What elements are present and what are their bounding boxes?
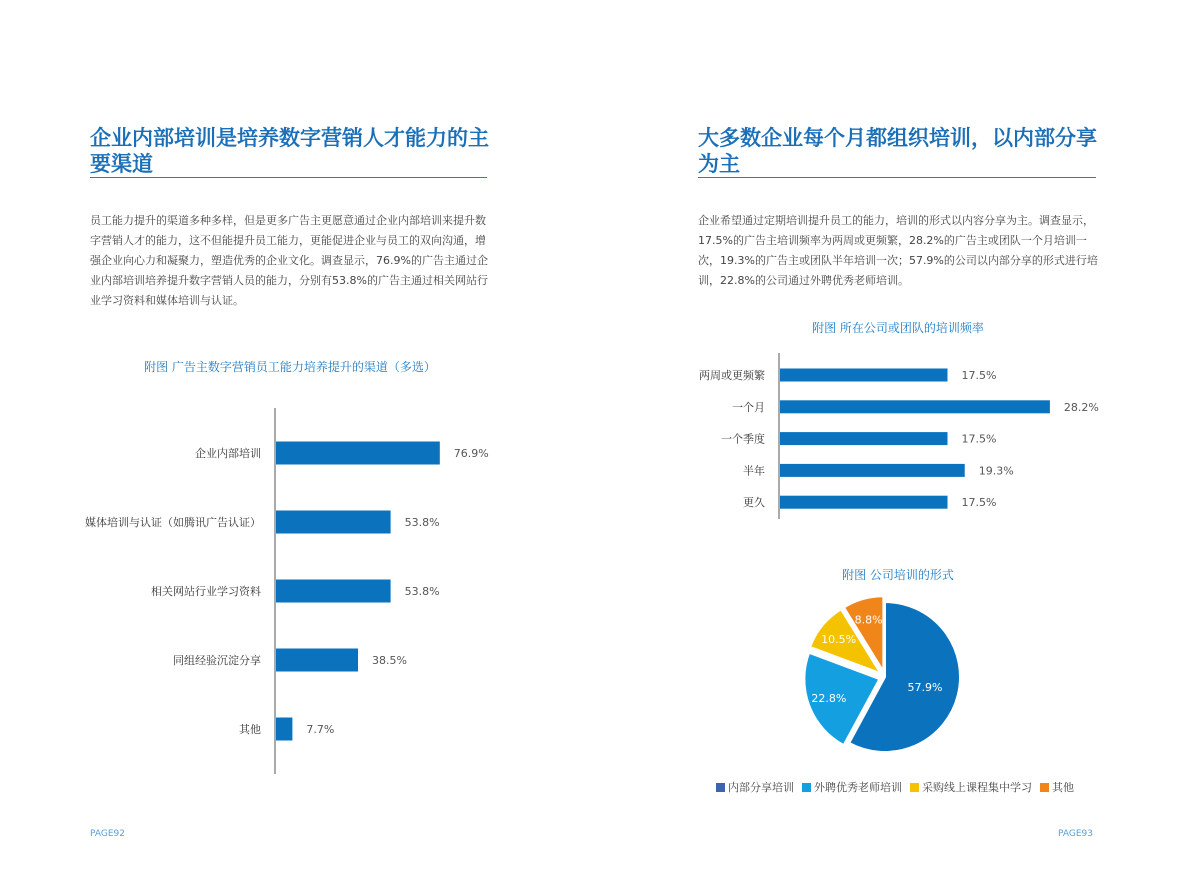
bar [276,718,292,741]
pie-data-label: 57.9% [907,681,943,695]
legend-swatch [910,783,919,792]
bar [276,511,391,534]
category-label: 一个季度 [721,432,765,446]
legend-label: 采购线上课程集中学习 [922,781,1032,794]
right-body-text: 企业希望通过定期培训提升员工的能力，培训的形式以内容分享为主。调查显示，17.5%的广告主培训频率为两周或更频繁，28.2%的广告主或团队一个月培训一次，19.3%的广告主或团队半年培训一次；57.9%的公司以内部分享的形式进行培训，22.8%的公司通过外聘优秀老师培训。 [698,214,1098,287]
legend-swatch [802,783,811,792]
pie-data-label: 10.5% [821,632,857,646]
left-body-text: 员工能力提升的渠道多种多样，但是更多广告主更愿意通过企业内部培训来提升数字营销人才的能力，这不但能提升员工能力，更能促进企业与员工的双向沟通，增强企业向心力和凝聚力，塑造优秀的企业文化。调查显示，76.9%的广告主通过企业内部培训培养提升数字营销人员的能力，分别有53.8%的广告主通过相关网站行业学习资料和媒体培训与认证。 [90,214,488,307]
bar [276,580,391,603]
category-label: 同组经验沉淀分享 [173,654,261,667]
category-label: 企业内部培训 [195,447,261,460]
right-heading-rule [698,177,1096,178]
bar [780,464,965,477]
right-heading: 大多数企业每个月都组织培训，以内部分享为主 [698,126,1097,176]
data-label: 53.8% [404,516,440,529]
legend-item [910,779,1032,795]
data-label: 17.5% [961,432,997,446]
bar [780,432,948,445]
bar [780,496,948,509]
format-chart-title: 附图 公司培训的形式 [842,568,954,582]
legend-swatch [716,783,725,792]
data-label: 28.2% [1063,400,1099,414]
bar [780,369,948,382]
legend-label: 内部分享培训 [728,781,794,794]
category-label: 两周或更频繁 [699,369,765,382]
category-label: 一个月 [732,400,765,414]
legend-label: 外聘优秀老师培训 [814,781,902,794]
category-label: 媒体培训与认证（如腾讯广告认证） [85,516,261,529]
category-label: 更久 [743,496,765,510]
bar [276,649,358,672]
frequency-chart-title: 附图 所在公司或团队的培训频率 [812,321,984,335]
left-heading: 企业内部培训是培养数字营销人才能力的主要渠道 [90,126,489,176]
bar [276,442,440,465]
legend-label: 其他 [1052,781,1074,794]
legend-item [716,779,794,795]
pie-legend [716,779,1082,795]
category-label: 半年 [743,464,765,478]
left-chart-title: 附图 广告主数字营销员工能力培养提升的渠道（多选） [144,360,436,374]
category-label: 其他 [239,723,261,736]
data-label: 38.5% [372,654,407,667]
left-heading-rule [90,177,487,178]
legend-swatch [1040,783,1049,792]
right-page-number: PAGE93 [1058,829,1093,839]
channels-bar-chart [0,400,520,780]
data-label: 17.5% [961,496,997,510]
category-label: 相关网站行业学习资料 [151,585,261,598]
data-label: 76.9% [453,447,489,460]
data-label: 53.8% [404,585,440,598]
data-label: 7.7% [306,723,335,736]
data-label: 19.3% [978,464,1014,478]
bar [780,400,1050,413]
format-pie-chart [780,590,1000,770]
legend-item [1040,779,1074,795]
frequency-bar-chart [620,345,1140,525]
pie-data-label: 22.8% [811,692,847,706]
left-page-number: PAGE92 [90,829,125,839]
data-label: 17.5% [961,369,997,382]
legend-item [802,779,902,795]
pie-data-label: 8.8% [854,613,883,627]
